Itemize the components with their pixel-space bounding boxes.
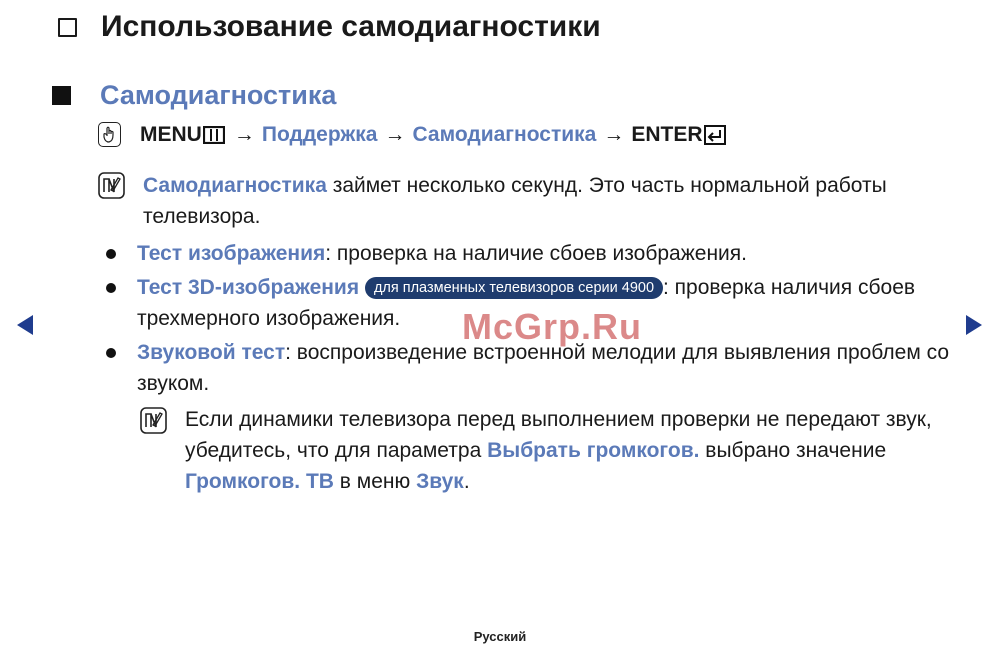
note-icon [98, 172, 125, 199]
selfdiag-link: Самодиагностика [412, 122, 597, 146]
footer-language: Русский [473, 629, 527, 644]
sub-note-text [185, 404, 960, 497]
page-title [58, 10, 601, 44]
path-arrow-2: → [384, 122, 406, 146]
picture-test-desc: : проверка на наличие сбоев изображения. [325, 242, 747, 265]
menu-grid-icon [203, 126, 225, 144]
menu-path [98, 122, 726, 147]
sub-note-part: выбрано значение [699, 439, 887, 462]
remote-hand-icon [98, 122, 121, 147]
picture-test-label: Тест изображения [137, 242, 326, 265]
support-link: Поддержка [261, 122, 378, 146]
list-item-text [137, 238, 747, 269]
next-page-arrow[interactable] [966, 315, 982, 335]
hand-pointer-icon [102, 126, 117, 144]
menu-label: MENU [140, 122, 202, 146]
previous-page-arrow[interactable] [17, 315, 33, 335]
list-item [106, 238, 956, 269]
3d-test-desc: : проверка наличия сбоев трехмерного изображения. [137, 276, 916, 330]
sub-note-part: Если динамики телевизора перед выполнением проверки не передают звук, убедитесь, что для параметра [185, 408, 932, 462]
select-speaker-option: Выбрать громкогов. [487, 439, 700, 462]
page-title-text: Использование самодиагностики [101, 10, 601, 43]
bullet-dot [106, 249, 116, 259]
enter-label: ENTER [631, 122, 703, 146]
note-block [98, 170, 898, 232]
bullet-dot [106, 348, 116, 358]
note-body: займет несколько секунд. Это часть нормальной работы телевизора. [143, 174, 887, 228]
bullet-dot [106, 283, 116, 293]
sound-menu-name: Звук [416, 470, 464, 493]
model-badge: для плазменных телевизоров серии 4900 [365, 277, 663, 299]
note-text [143, 170, 898, 232]
enter-key-icon [704, 125, 726, 145]
note-highlight: Самодиагностика [143, 174, 327, 197]
path-arrow-3: → [603, 122, 625, 146]
sound-test-desc: : воспроизведение встроенной мелодии для выявления проблем со звуком. [137, 341, 950, 395]
sound-test-label: Звуковой тест [137, 341, 286, 364]
sub-note-part: . [463, 470, 470, 493]
filled-square-icon [52, 86, 71, 105]
sub-note-part: в меню [333, 470, 417, 493]
path-arrow-1: → [233, 122, 255, 146]
3d-test-label: Тест 3D-изображения [137, 276, 360, 299]
watermark: McGrp.Ru [462, 306, 643, 347]
section-heading [52, 80, 336, 111]
sub-note-block [140, 404, 960, 497]
tv-speaker-value: Громкогов. ТВ [185, 470, 334, 493]
section-heading-text: Самодиагностика [100, 80, 337, 110]
checkbox-square-icon [58, 18, 77, 37]
note-icon [140, 407, 167, 434]
